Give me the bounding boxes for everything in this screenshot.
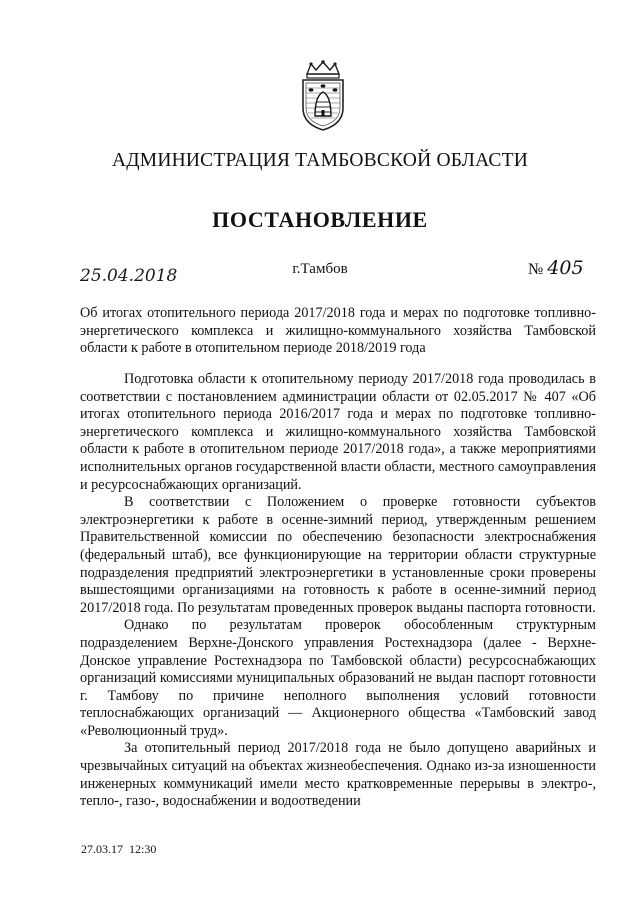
organization-title: АДМИНИСТРАЦИЯ ТАМБОВСКОЙ ОБЛАСТИ xyxy=(112,150,528,171)
body-paragraph: В соответствии с Положением о проверке готовности субъектов электроэнергетики к работе в осенне-зимний период, утвержденным решением Правительственной комиссии по обеспечению безопасности электроснабжения (федеральный штаб), все функционирующие на территории области структурные подразделения предприятий электроэнергетики в установленные сроки проверены вышестоящими организациями на готовность к работе в осенне-зимний период 2017/2018 года. По результатам проведенных проверок выданы паспорта готовности. xyxy=(80,494,596,616)
document-subject: Об итогах отопительного периода 2017/2018 года и мерах по подготовке топливно-энергетического комплекса и жилищно-коммунального хозяйства Тамбовской области к работе в отопительном периоде 2018/2019 года xyxy=(80,305,596,357)
document-body xyxy=(80,371,596,811)
coat-of-arms-icon xyxy=(297,60,349,132)
number-sign: № xyxy=(528,261,544,278)
handwritten-number: 405 xyxy=(547,257,584,279)
body-paragraph: Подготовка области к отопительному периоду 2017/2018 года проводилась в соответствии с постановлением администрации области от 02.05.2017 № 407 «Об итогах отопительного периода 2016/2017 года и мерах по подготовке топливно-энергетического комплекса и жилищно-коммунального хозяйства Тамбовской области к работе в отопительном периоде 2017/2018 года», а также мероприятиями исполнительных органов государственной власти области, местного самоуправления и ресурсоснабжающих организаций. xyxy=(80,371,596,493)
city-label: г.Тамбов xyxy=(292,261,348,277)
document-type-title: ПОСТАНОВЛЕНИЕ xyxy=(212,207,428,232)
print-timestamp: 27.03.17 12:30 xyxy=(81,842,157,856)
handwritten-date: 25.04.2018 xyxy=(80,266,178,286)
document-number xyxy=(528,257,584,279)
body-paragraph: За отопительный период 2017/2018 года не было допущено аварийных и чрезвычайных ситуаций на объектах жизнеобеспечения. Однако из-за изношенности инженерных коммуникаций имели место кратковременные перерывы в электро-, тепло-, газо-, водоснабжении и водоотведении xyxy=(80,740,596,810)
body-paragraph: Однако по результатам проверок обособленным структурным подразделением Верхне-Донского управления Ростехнадзора (далее - Верхне-Донское управление Ростехнадзора по Тамбовской области) ресурсоснабжающих организаций комиссиями муниципальных образований не выдан паспорт готовности г. Тамбову по причине неполного выполнения условий готовности теплоснабжающих организаций — Акционерного общества «Тамбовский завод «Революционный труд». xyxy=(80,617,596,739)
